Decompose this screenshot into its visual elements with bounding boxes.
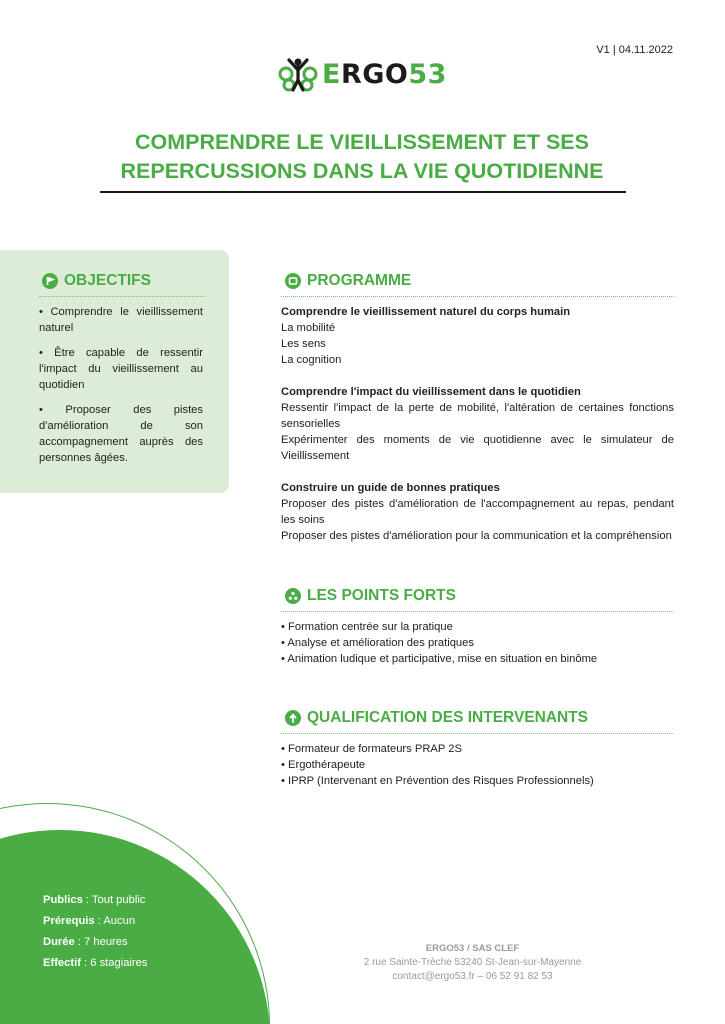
programme-divider: [281, 296, 674, 297]
qualification-list: [281, 741, 594, 789]
objectifs-heading: OBJECTIFS: [42, 272, 151, 290]
programme-line: La cognition: [281, 354, 342, 366]
info-prerequis: Prérequis : Aucun: [43, 915, 136, 927]
points-forts-heading: LES POINTS FORTS: [285, 587, 456, 605]
logo-figure-icon: [278, 54, 318, 94]
points-forts-list: [281, 619, 597, 667]
programme-line: Expérimenter des moments de vie quotidienne avec le simulateur de Vieillissement: [281, 434, 674, 462]
programme-block-title: Comprendre l'impact du vieillissement dans le quotidien: [281, 386, 581, 398]
recycle-icon: [285, 588, 301, 604]
version-date: V1 | 04.11.2022: [596, 44, 673, 56]
qualification-divider: [281, 733, 674, 734]
list-item: • Proposer des pistes d'amélioration de son accompagnement auprès des personnes âgées.: [39, 404, 203, 464]
info-publics: Publics : Tout public: [43, 894, 146, 906]
programme-heading: PROGRAMME: [285, 272, 411, 290]
ergo53-logo: [278, 54, 447, 94]
info-duree: Durée : 7 heures: [43, 936, 128, 948]
footer-contact: contact@ergo53.fr – 06 52 91 82 53: [392, 971, 553, 982]
title-line-2: REPERCUSSIONS DANS LA VIE QUOTIDIENNE: [120, 159, 604, 183]
list-item: • Être capable de ressentir l'impact du vieillissement au quotidien: [39, 347, 203, 391]
logo-wordmark: ERGO53: [322, 58, 447, 90]
info-effectif: Effectif : 6 stagiaires: [43, 957, 148, 969]
footer-address: 2 rue Sainte-Trèche 53240 St-Jean-sur-Mayenne: [363, 957, 582, 968]
title-line-1: COMPRENDRE LE VIEILLISSEMENT ET SES: [135, 130, 589, 154]
list-item: • Ergothérapeute: [281, 759, 366, 771]
programme-block: [281, 480, 674, 544]
footer-company: ERGO53 / SAS CLEF: [425, 943, 520, 954]
title-underline: [100, 191, 626, 193]
up-arrow-icon: [285, 710, 301, 726]
programme-block: [281, 384, 674, 464]
programme-content: [281, 304, 674, 560]
programme-block: [281, 304, 674, 368]
program-icon: [285, 273, 301, 289]
programme-line: Proposer des pistes d'amélioration de l'accompagnement au repas, pendant les soins: [281, 498, 674, 526]
list-item: • Formation centrée sur la pratique: [281, 621, 453, 633]
programme-line: Proposer des pistes d'amélioration pour la communication et la compréhension: [281, 530, 672, 542]
list-item: • Formateur de formateurs PRAP 2S: [281, 743, 462, 755]
list-item: • Animation ludique et participative, mise en situation en binôme: [281, 653, 598, 665]
footer: [320, 942, 625, 984]
flag-icon: [42, 273, 58, 289]
programme-line: Ressentir l'impact de la perte de mobilité, l'altération de certaines fonctions sensorielles: [281, 402, 674, 430]
points-forts-divider: [281, 611, 674, 612]
page-title: [98, 128, 626, 186]
programme-block-title: Construire un guide de bonnes pratiques: [281, 482, 500, 494]
objectifs-list: [39, 304, 203, 475]
list-item: • Comprendre le vieillissement naturel: [39, 306, 203, 334]
list-item: • IPRP (Intervenant en Prévention des Risques Professionnels): [281, 775, 594, 787]
list-item: • Analyse et amélioration des pratiques: [281, 637, 474, 649]
training-info: [43, 890, 147, 974]
programme-line: La mobilité: [281, 322, 336, 334]
programme-block-title: Comprendre le vieillissement naturel du corps humain: [281, 306, 571, 318]
objectifs-divider: [39, 296, 205, 297]
qualification-heading: QUALIFICATION DES INTERVENANTS: [285, 709, 588, 727]
programme-line: Les sens: [281, 338, 326, 350]
